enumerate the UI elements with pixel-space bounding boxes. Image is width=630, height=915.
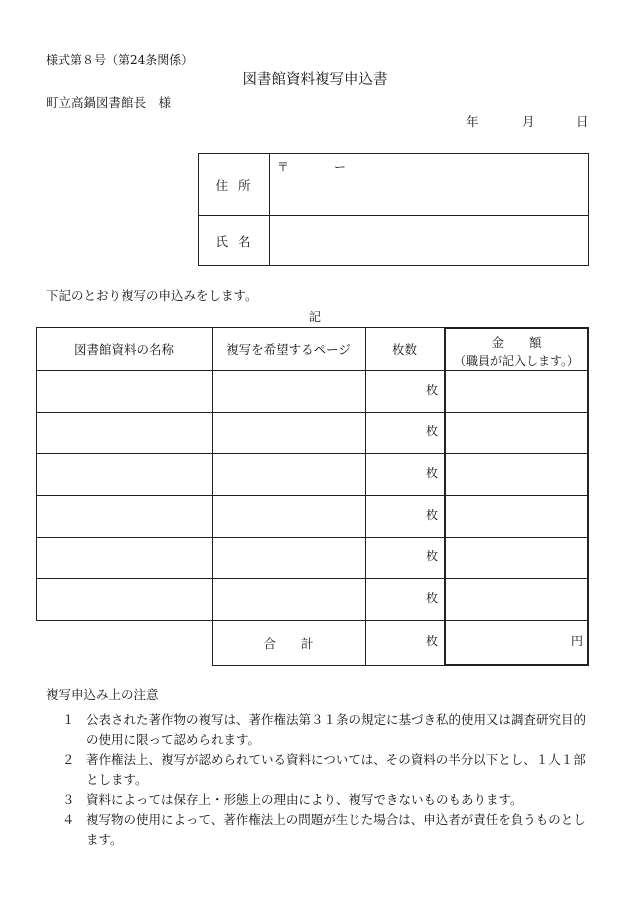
applicant-table (198, 153, 589, 266)
row-sheets-unit: 枚 (425, 424, 438, 439)
grid-line (36, 495, 589, 496)
total-amount-cell[interactable] (444, 620, 589, 665)
note-text: 複写物の使用によって、著作権法上の問題が生じた場合は、申込者が責任を負うものとします。 (86, 812, 586, 847)
row-sheets-unit: 枚 (425, 507, 438, 522)
header-sheets: 枚数 (391, 341, 417, 357)
grid-line (36, 537, 589, 538)
row-amount-cell[interactable] (444, 578, 589, 620)
row-sheets-unit: 枚 (425, 382, 438, 397)
row-pages-cell[interactable] (212, 537, 365, 579)
row-amount-cell[interactable] (444, 412, 589, 454)
note-number: １ (62, 712, 75, 727)
document-title: 図書館資料複写申込書 (242, 72, 388, 88)
row-title-cell[interactable] (36, 495, 212, 537)
note-text: 資料によっては保存上・形態上の理由により、複写できないものもあります。 (86, 792, 523, 807)
header-title: 図書館資料の名称 (73, 341, 174, 357)
row-amount-cell[interactable] (444, 453, 589, 495)
copy-request-table (36, 327, 589, 665)
total-sheets-cell[interactable] (365, 620, 444, 665)
name-row (199, 216, 588, 265)
address-label: 住所 (199, 154, 270, 215)
row-amount-cell[interactable] (444, 370, 589, 412)
row-sheets-cell[interactable] (365, 537, 444, 579)
row-sheets-unit: 枚 (425, 549, 438, 564)
note-number: ３ (62, 792, 75, 807)
grid-line (212, 327, 213, 665)
total-label: 合 計 (263, 635, 314, 651)
amount-border (587, 327, 589, 666)
note-number: ４ (62, 812, 75, 827)
grid-line (36, 412, 589, 413)
row-title-cell[interactable] (36, 370, 212, 412)
row-sheets-cell[interactable] (365, 578, 444, 620)
note-text: 公表された著作物の複写は、著作権法第３１条の規定に基づき私的使用又は調査研究目的の使用に限って認められます。 (86, 712, 587, 747)
grid-line (36, 370, 589, 371)
row-pages-cell[interactable] (212, 453, 365, 495)
header-pages: 複写を希望するページ (226, 341, 351, 357)
row-pages-cell[interactable] (212, 370, 365, 412)
row-pages-cell[interactable] (212, 412, 365, 454)
row-title-cell[interactable] (36, 453, 212, 495)
request-statement: 下記のとおり複写の申込みをします。 (46, 288, 258, 303)
address-row (199, 154, 588, 216)
grid-line (36, 453, 589, 454)
date-day-label: 日 (576, 114, 589, 129)
header-amount-note: （職員が記入します。） (453, 354, 580, 368)
grid-line (36, 327, 37, 620)
row-pages-cell[interactable] (212, 578, 365, 620)
postal-dash: ー (334, 160, 347, 174)
grid-line (365, 327, 366, 665)
amount-border (444, 327, 589, 329)
row-amount-cell[interactable] (444, 495, 589, 537)
postal-mark: 〒 (277, 160, 290, 174)
row-title-cell[interactable] (36, 578, 212, 620)
row-pages-cell[interactable] (212, 495, 365, 537)
row-sheets-cell[interactable] (365, 453, 444, 495)
row-amount-cell[interactable] (444, 537, 589, 579)
note-text: 著作権法上、複写が認められている資料については、その資料の半分以下とし、１人１部とします。 (86, 752, 586, 787)
amount-border (444, 327, 446, 666)
name-label: 氏名 (199, 216, 270, 265)
row-sheets-cell[interactable] (365, 412, 444, 454)
row-sheets-unit: 枚 (425, 465, 438, 480)
row-sheets-unit: 枚 (425, 590, 438, 605)
row-title-cell[interactable] (36, 412, 212, 454)
row-sheets-cell[interactable] (365, 370, 444, 412)
amount-border (444, 664, 589, 666)
date-month-label: 月 (522, 114, 535, 129)
header-amount-cell (444, 327, 589, 370)
row-title-cell[interactable] (36, 537, 212, 579)
notes-heading: 複写申込み上の注意 (46, 687, 159, 702)
addressee: 町立高鍋図書館長 様 (46, 95, 172, 110)
form-number: 様式第８号（第24条関係） (46, 53, 194, 67)
header-amount: 金 額 (491, 335, 542, 350)
ki-label: 記 (308, 310, 321, 324)
row-sheets-cell[interactable] (365, 495, 444, 537)
grid-line (36, 620, 589, 621)
total-amount-unit: 円 (570, 634, 583, 648)
total-sheets-unit: 枚 (425, 634, 438, 648)
grid-line (36, 578, 589, 579)
date-year-label: 年 (466, 114, 479, 129)
note-number: ２ (62, 752, 75, 767)
